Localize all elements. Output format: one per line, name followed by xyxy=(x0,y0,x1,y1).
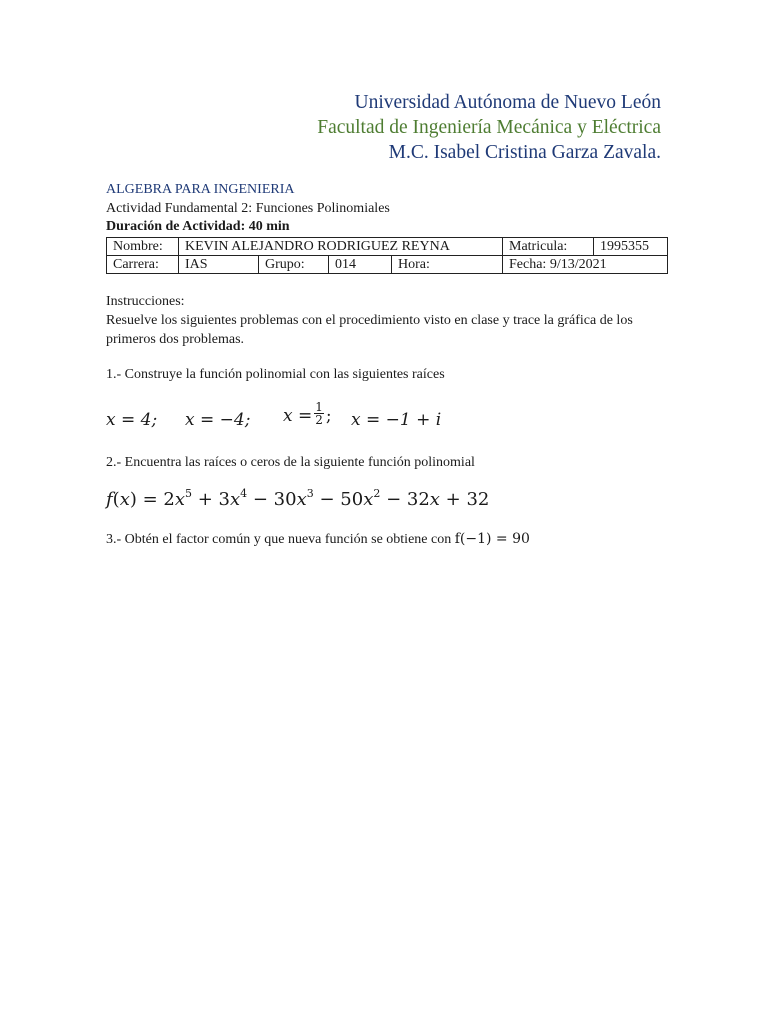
carrera-label: Carrera: xyxy=(107,256,179,274)
root-3-lhs: x = xyxy=(283,406,313,426)
fecha-cell: Fecha: 9/13/2021 xyxy=(503,256,668,274)
nombre-label: Nombre: xyxy=(107,238,179,256)
grupo-label: Grupo: xyxy=(259,256,329,274)
problem-3 xyxy=(106,531,530,548)
instructions-text: Resuelve los siguientes problemas con el procedimiento visto en clase y trace la gráfica de los primeros dos problemas. xyxy=(106,313,633,347)
problem-3-text: 3.- Obtén el factor común y que nueva función se obtiene con xyxy=(106,532,452,547)
student-info-table xyxy=(106,237,668,274)
activity-duration: Duración de Actividad: 40 min xyxy=(106,219,290,234)
root-2: x = −4; xyxy=(185,410,251,430)
carrera-value: IAS xyxy=(179,256,259,274)
fraction-one-half xyxy=(314,401,324,426)
grupo-value: 014 xyxy=(329,256,392,274)
instructions-title: Instrucciones: xyxy=(106,294,185,309)
root-1: x = 4; xyxy=(106,410,158,430)
university-name: Universidad Autónoma de Nuevo León xyxy=(354,92,661,113)
problem-1: 1.- Construye la función polinomial con las siguientes raíces xyxy=(106,367,445,382)
course-name: ALGEBRA PARA INGENIERIA xyxy=(106,182,295,197)
hora-label: Hora: xyxy=(398,256,430,272)
fraction-numerator: 1 xyxy=(315,400,323,414)
nombre-value: KEVIN ALEJANDRO RODRIGUEZ REYNA xyxy=(179,238,503,256)
root-3-end: ; xyxy=(325,406,332,426)
root-4: x = −1 + i xyxy=(351,410,442,430)
root-3 xyxy=(283,400,332,429)
activity-title: Actividad Fundamental 2: Funciones Polinomiales xyxy=(106,201,390,216)
faculty-name: Facultad de Ingeniería Mecánica y Eléctrica xyxy=(317,117,661,138)
table-row xyxy=(107,238,668,256)
matricula-label: Matricula: xyxy=(503,238,594,256)
table-row xyxy=(107,256,668,274)
hora-cell xyxy=(392,256,503,274)
teacher-name: M.C. Isabel Cristina Garza Zavala. xyxy=(388,142,661,163)
problem-2: 2.- Encuentra las raíces o ceros de la siguiente función polinomial xyxy=(106,455,475,470)
matricula-value: 1995355 xyxy=(594,238,668,256)
fraction-denominator: 2 xyxy=(315,413,323,427)
polynomial-function: $f(x) = 2x^5 + 3x^4 - 30x^3 - 50x^2 - 32x + 32$ xyxy=(106,487,490,510)
problem-3-condition: f(−1) = 90 xyxy=(454,531,530,547)
